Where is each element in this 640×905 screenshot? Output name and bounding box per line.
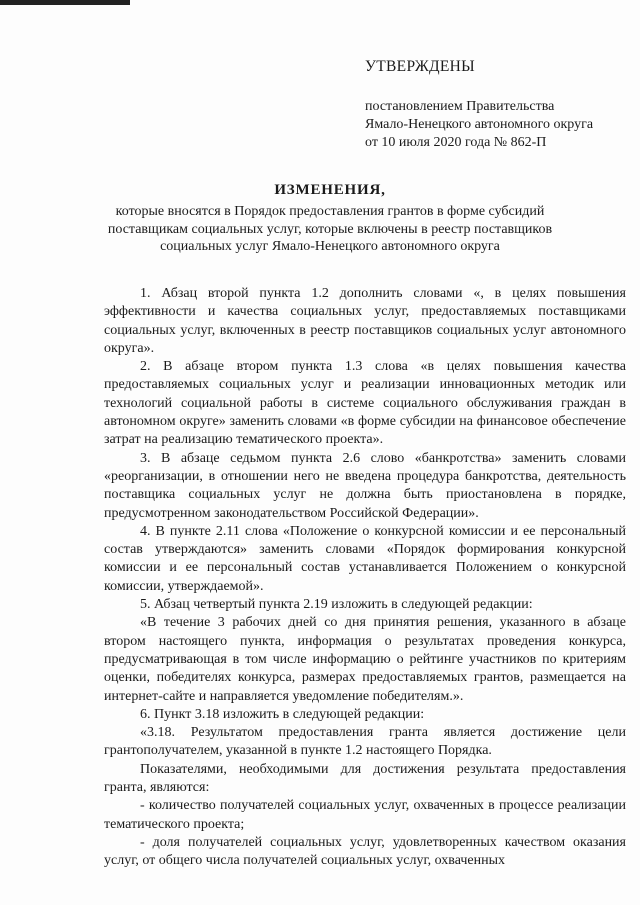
paragraph-item-3: 3. В абзаце седьмом пункта 2.6 слово «банкротства» заменить словами «реорганизации, в отношении него не введена процедура банкротства, деятельность поставщика социальных услуг не должна быть приостановлена в порядке, предусмотренном законодательством Российской Федерации». [104, 450, 626, 521]
paragraph-item-5: 5. Абзац четвертый пункта 2.19 изложить в следующей редакции: [140, 597, 533, 613]
paragraph-item-6: 6. Пункт 3.18 изложить в следующей редакции: [140, 706, 425, 722]
document-title: ИЗМЕНЕНИЯ, [274, 182, 386, 198]
paragraph-indicator-count: - количество получателей социальных услуг, охваченных в процессе реализации тематического проекта; [104, 798, 626, 832]
document-subtitle-line: социальных услуг Ямало-Ненецкого автономного округа [160, 239, 500, 254]
paragraph-quote-3-18: «3.18. Результатом предоставления гранта является достижение цели грантополучателем, указанной в пункте 1.2 настоящего Порядка. [104, 725, 626, 759]
approval-block [365, 58, 630, 152]
paragraph-indicator-share: - доля получателей социальных услуг, удовлетворенных качеством оказания услуг, от общего числа получателей социальных услуг, охваченных [104, 834, 626, 869]
paragraph-item-2: 2. В абзаце втором пункта 1.3 слова «в целях повышения качества предоставляемых социальных услуг и реализации инновационных методик или технологий социальной работы в системе социального обслуживания граждан в автономном округе» заменить словами «в форме субсидии на финансовое обеспечение затрат на реализацию тематического проекта». [104, 359, 626, 448]
approval-line: постановлением Правительства [365, 99, 555, 114]
approval-heading: УТВЕРЖДЕНЫ [365, 58, 475, 75]
paragraph-quote-2-19: «В течение 3 рабочих дней со дня принятия решения, указанного в абзаце втором настоящего пункта, информация о результатах проведения конкурса, предусматривающая в том числе информацию о рейтинге участников по критериям оценки, победителях конкурса, размерах предоставляемых грантов, размещается на интернет-сайте и направляется уведомление победителям.». [104, 615, 626, 704]
approval-line: Ямало-Ненецкого автономного округа [365, 117, 594, 132]
paragraph-item-4: 4. В пункте 2.11 слова «Положение о конкурсной комиссии и ее персональный состав утверждаются» заменить словами «Порядок формирования конкурсной комиссии и ее персональный состав устанавливается Положением о конкурсной комиссии, утверждаемой». [104, 523, 626, 594]
paragraph-indicators-intro: Показателями, необходимыми для достижения результата предоставления гранта, являются: [104, 761, 626, 796]
scan-edge-mark [0, 0, 130, 5]
document-title-block [60, 182, 600, 256]
document-subtitle-line: поставщикам социальных услуг, которые включены в реестр поставщиков [107, 221, 553, 237]
paragraph-item-1: 1. Абзац второй пункта 1.2 дополнить словами «, в целях повышения эффективности и качества социальных услуг, предоставляемых поставщиками социальных услуг, включенных в реестр поставщиков социальных услуг автономного округа». [104, 286, 626, 356]
document-body [104, 285, 626, 871]
document-subtitle-line: которые вносятся в Порядок предоставления грантов в форме субсидий [115, 204, 545, 219]
approval-line: от 10 июля 2020 года № 862-П [365, 135, 547, 150]
